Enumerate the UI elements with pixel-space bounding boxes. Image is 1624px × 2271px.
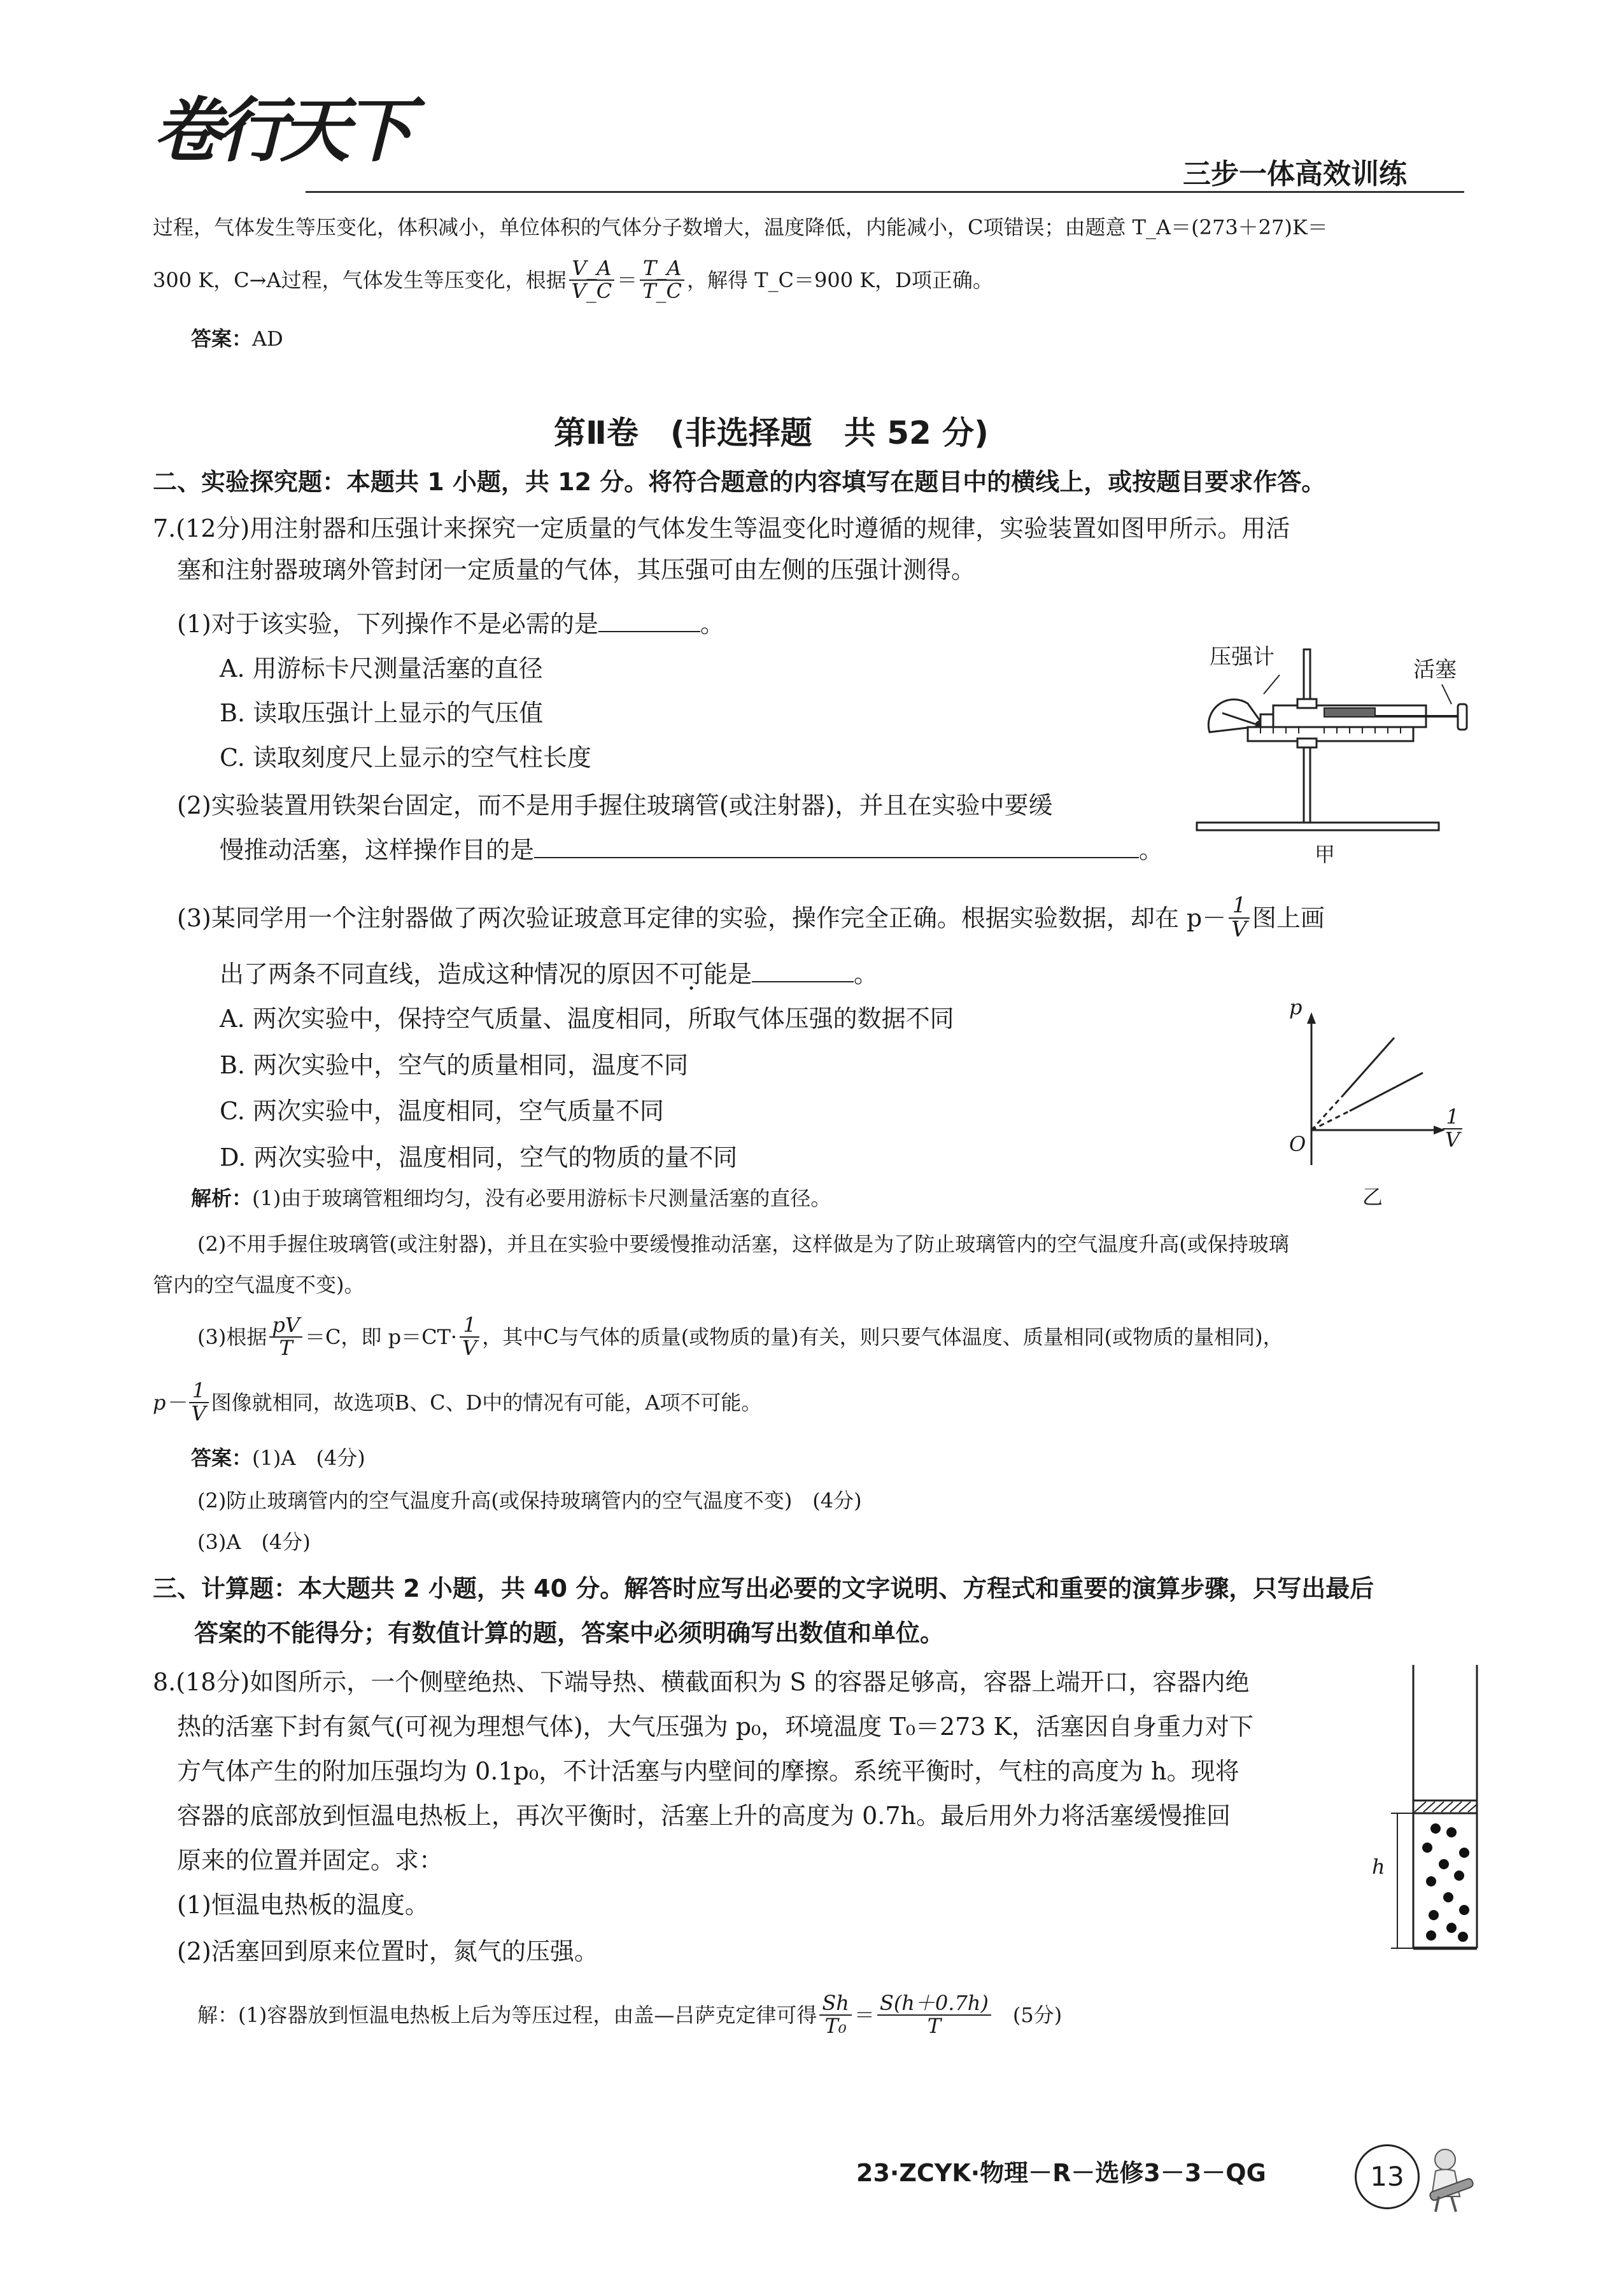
mascot-icon [1416,2146,1480,2216]
graph-drawing [1286,1006,1445,1165]
p-symbol: p－ [153,1390,187,1415]
answer-label: 答案： [191,327,253,351]
q7-sub1-option-c: C. 读取刻度尺上显示的空气柱长度 [220,744,591,772]
frac-num: 1 [189,1380,209,1403]
q7-answer-3: (3)A (4分) [197,1530,311,1554]
equals-sign: ＝ [854,2002,875,2027]
q7-sub1-option-b: B. 读取压强计上显示的气压值 [220,699,544,727]
q8-sub2: (2)活塞回到原来位置时，氮气的压强。 [177,1937,598,1965]
q7-analysis-2-line-1: (2)不用手握住玻璃管(或注射器)，并且在实验中要缓慢推动活塞，这样做是为了防止玻璃管内的空气温度升高(或保持玻璃 [197,1232,1289,1256]
q7-sub1-text: (1)对于该实验，下列操作不是必需的是 [177,610,598,638]
q7-analysis-3-line-2 [153,1380,761,1424]
fraction-1-over-v [1229,895,1250,941]
logo-text: 卷行天下 [153,89,407,171]
frac-num: 1 [1443,1107,1462,1129]
prev-answer [191,325,283,353]
part-title: 第Ⅱ卷 (非选择题 共 52 分) [554,414,989,451]
q7-sub3-line-2 [220,958,878,990]
fraction-1-over-v-analysis [460,1315,479,1359]
graph-origin-label: O [1289,1132,1306,1156]
section-2-heading: 二、实验探究题：本题共 1 小题，共 12 分。将符合题意的内容填写在题目中的横线上，或按题目要求作答。 [153,468,1326,496]
label-h: h [1372,1855,1385,1879]
q7-analysis-3-line-1 [197,1315,1283,1359]
q8-stem-line-4: 容器的底部放到恒温电热板上，再次平衡时，活塞上升的高度为 0.7h。最后用外力将活塞缓慢推回 [177,1802,1231,1830]
fraction-sh-over-t0 [819,1993,852,2037]
answer-blank[interactable] [598,609,700,632]
q7-stem-line-2: 塞和注射器玻璃外管封闭一定质量的气体，其压强可由左侧的压强计测得。 [177,556,976,584]
analysis-3-line-2-text: 图像就相同，故选项B、C、D中的情况有可能，A项不可能。 [211,1390,762,1415]
frac-num: 1 [460,1315,479,1338]
container-drawing [1362,1662,1490,1955]
q7-stem-line-1: 7.(12分)用注射器和压强计来探究一定质量的气体发生等温变化时遵循的规律，实验装置如图甲所示。用活 [153,514,1290,542]
analysis-1-text: (1)由于玻璃管粗细均匀，没有必要用游标卡尺测量活塞的直径。 [252,1186,831,1210]
q7-analysis-2-line-2: 管内的空气温度不变)。 [153,1273,365,1297]
equals-sign: ＝ [617,267,638,292]
answer-blank[interactable] [752,959,854,982]
q7-sub3-end-mark: 。 [854,960,879,988]
q8-stem-line-2: 热的活塞下封有氮气(可视为理想气体)，大气压强为 p₀，环境温度 T₀＝273 K，活塞因自身重力对下 [177,1713,1253,1741]
frac-den: T [279,1335,293,1360]
q7-sub3-text: (3)某同学用一个注射器做了两次验证玻意耳定律的实验，操作完全正确。根据实验数据，却在 p－ [177,903,1227,932]
graph-y-label: p [1289,995,1303,1019]
frac-den: V [462,1335,477,1360]
frac-den: T [927,2013,942,2038]
q7-sub2-line-1: (2)实验装置用铁架台固定，而不是用手握住玻璃管(或注射器)，并且在实验中要缓 [177,791,1053,819]
frac-num: V_A [569,258,615,281]
frac-den: V [1445,1127,1460,1152]
q7-answer-2: (2)防止玻璃管内的空气温度升高(或保持玻璃管内的空气温度不变) (4分) [197,1489,862,1513]
label-piston: 活塞 [1413,657,1457,683]
emphasis-not-possible: 不可能 [655,960,728,988]
answer-blank[interactable] [534,835,1139,858]
fraction-va-vc [569,258,615,302]
analysis-label: 解析： [191,1186,253,1210]
header-rule [306,191,1464,193]
q8-stem-line-1: 8.(18分)如图所示，一个侧壁绝热、下端导热、横截面积为 S 的容器足够高，容器上端开口，容器内绝 [153,1668,1250,1696]
solution-text: 解：(1)容器放到恒温电热板上后为等压过程，由盖—吕萨克定律可得 [197,2002,817,2027]
q7-sub1-end: 。 [700,610,724,638]
q7-sub3-line-1 [177,895,1325,941]
q7-sub2-text: 慢推动活塞，这样操作目的是 [220,836,535,864]
frac-den: V [191,1401,206,1426]
q7-answer-1 [191,1444,365,1472]
graph-x-label [1440,1107,1465,1150]
section-3-heading-line-1: 三、计算题：本大题共 2 小题，共 40 分。解答时应写出必要的文字说明、方程式和重要的演算步骤，只写出最后 [153,1574,1374,1602]
q7-sub3-option-d: D. 两次实验中，温度相同，空气的物质的量不同 [220,1143,738,1171]
q7-sub3-text-a: 出了两条不同直线，造成这种情况的原因 [220,960,656,988]
analysis-3-text-a: (3)根据 [197,1324,267,1349]
fraction-1-over-v-axis [1443,1107,1462,1150]
q8-stem-line-3: 方气体产生的附加压强均为 0.1p₀，不计活塞与内壁间的摩擦。系统平衡时，气柱的高度为 h。现将 [177,1757,1239,1785]
section-3-heading-line-2: 答案的不能得分；有数值计算的题，答案中必须明确写出数值和单位。 [194,1619,945,1647]
q7-sub2-end: 。 [1139,836,1164,864]
q7-sub1 [177,608,724,640]
q7-sub3-option-c: C. 两次实验中，温度相同，空气质量不同 [220,1097,664,1125]
q7-analysis-1 [191,1184,831,1212]
q7-sub3-text-b: 是 [728,960,752,988]
answer-label: 答案： [191,1446,253,1470]
frac-den: T₀ [824,2013,847,2038]
frac-num: S(h＋0.7h) [877,1993,991,2016]
label-pressure-gauge: 压强计 [1210,644,1274,670]
q7-sub3-option-a: A. 两次实验中，保持空气质量、温度相同，所取气体压强的数据不同 [220,1005,954,1033]
q7-sub3-option-b: B. 两次实验中，空气的质量相同，温度不同 [220,1051,689,1079]
fraction-pv-over-t [269,1315,302,1359]
q7-sub2-line-2 [220,834,1163,866]
frac-num: Sh [819,1993,852,2016]
prev-solution-line-2 [153,258,993,302]
footer-code: 23·ZCYK·物理－R－选修3－3－QG [856,2159,1266,2187]
apparatus-drawing [1184,643,1477,847]
figure-caption-yi: 乙 [1362,1185,1383,1209]
figure-caption-jia: 甲 [1315,842,1336,867]
score-note: (5分) [1012,2002,1063,2027]
prev-solution-line-1: 过程，气体发生等压变化，体积减小，单位体积的气体分子数增大，温度降低，内能减小，C项错误；由题意 T_A＝(273＋27)K＝ [153,215,1328,239]
q7-sub3-end: 图上画 [1252,903,1325,932]
q8-stem-line-5: 原来的位置并固定。求： [177,1846,444,1874]
analysis-3-text-c: ，其中C与气体的质量(或物质的量)有关，则只要气体温度、质量相同(或物质的量相同)， [482,1324,1283,1349]
frac-den: V_C [571,278,612,303]
fraction-1-over-v-line2 [189,1380,209,1424]
frac-den: V [1231,916,1247,942]
q8-solution [197,1993,1062,2037]
frac-den: T_C [642,278,682,303]
frac-num: pV [269,1315,302,1338]
analysis-3-text-b: ＝C，即 p＝CT· [304,1324,458,1349]
frac-num: T_A [640,258,684,281]
q7-sub1-option-a: A. 用游标卡尺测量活塞的直径 [220,654,543,683]
q8-sub1: (1)恒温电热板的温度。 [177,1891,429,1919]
answer-value: AD [252,327,283,351]
fraction-ta-tc [640,258,684,302]
answer-1-text: (1)A (4分) [252,1446,365,1470]
page-number: 13 [1355,2144,1420,2209]
frac-num: 1 [1229,895,1250,919]
prev-solution-text-a: 300 K，C→A过程，气体发生等压变化，根据 [153,267,567,292]
series-title: 三步一体高效训练 [1183,158,1407,190]
fraction-s-h-over-t [877,1993,991,2037]
prev-solution-text-b: ，解得 T_C＝900 K，D项正确。 [687,267,993,292]
